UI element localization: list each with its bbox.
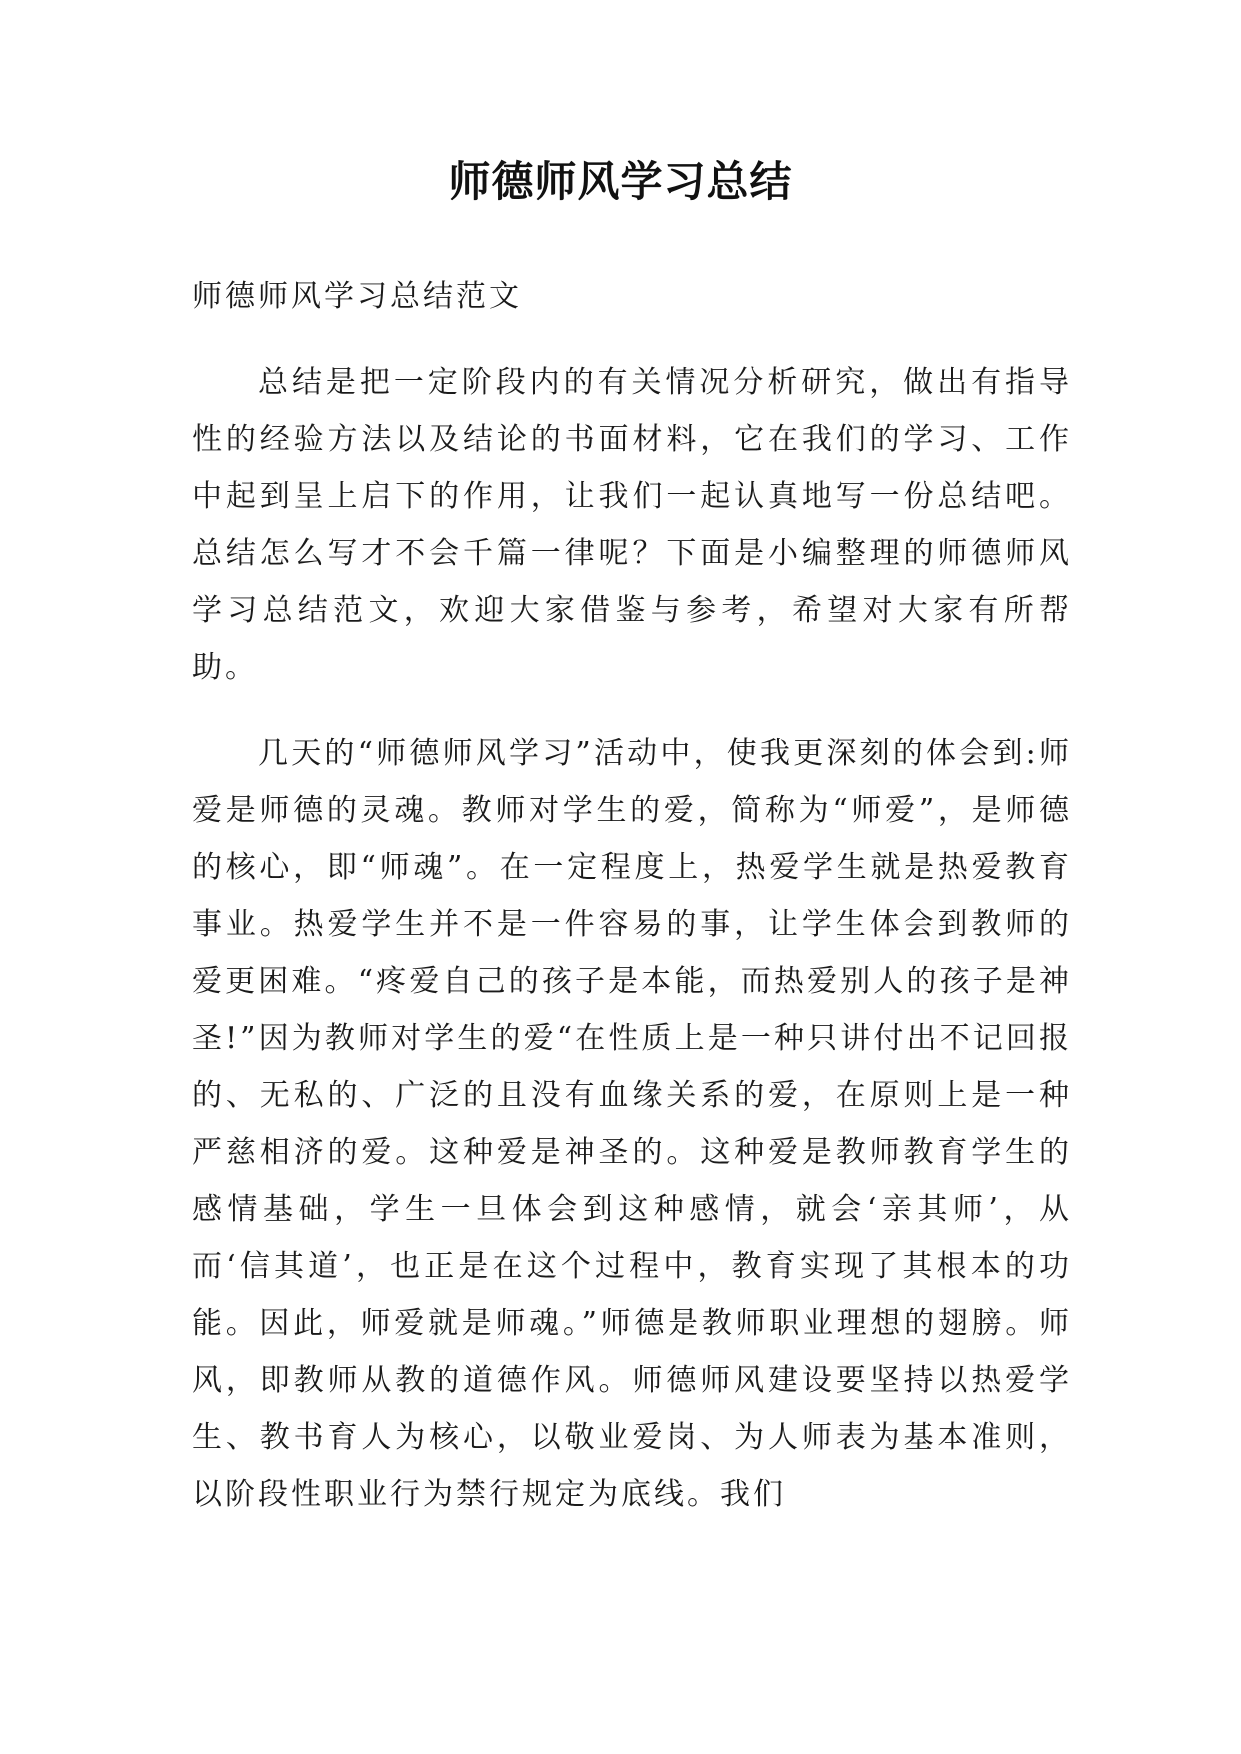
page-title: 师德师风学习总结 — [448, 157, 793, 206]
intro-section — [192, 354, 1072, 696]
main-section — [192, 725, 1072, 1523]
intro-paragraph: 总结是把一定阶段内的有关情况分析研究，做出有指导性的经验方法以及结论的书面材料，它在我们的学习、工作中起到呈上启下的作用，让我们一起认真地写一份总结吧。总结怎么写才不会千篇一律呢？下面是小编整理的师德师风学习总结范文，欢迎大家借鉴与参考，希望对大家有所帮助。 — [192, 365, 1072, 685]
main-paragraph: 几天的“师德师风学习”活动中，使我更深刻的体会到:师爱是师德的灵魂。教师对学生的爱，简称为“师爱”，是师德的核心，即“师魂”。在一定程度上，热爱学生就是热爱教育事业。热爱学生并不是一件容易的事，让学生体会到教师的爱更困难。“疼爱自己的孩子是本能，而热爱别人的孩子是神圣!”因为教师对学生的爱“在性质上是一种只讲付出不记回报的、无私的、广泛的且没有血缘关系的爱，在原则上是一种严慈相济的爱。这种爱是神圣的。这种爱是教师教育学生的感情基础，学生一旦体会到这种感情，就会‘亲其师’，从而‘信其道’，也正是在这个过程中，教育实现了其根本的功能。因此，师爱就是师魂。”师德是教师职业理想的翅膀。师风，即教师从教的道德作风。师德师风建设要坚持以热爱学生、教书育人为核心，以敬业爱岗、为人师表为基本准则，以阶段性职业行为禁行规定为底线。我们 — [192, 736, 1072, 1512]
document-subtitle: 师德师风学习总结范文 — [192, 279, 522, 314]
